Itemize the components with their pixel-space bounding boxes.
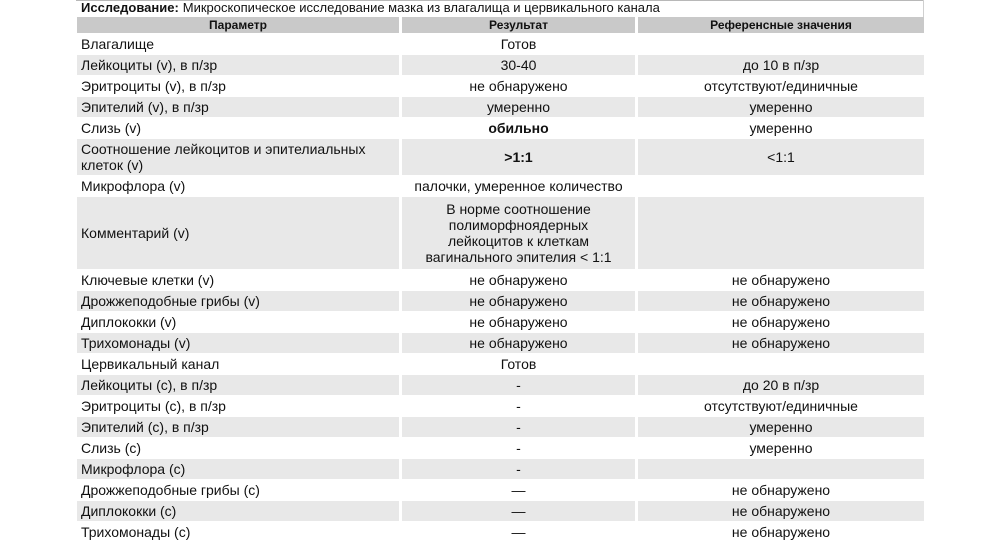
parameter-text: Соотношение лейкоцитов и эпителиальных клеток (v) (81, 141, 366, 173)
table-row (77, 290, 924, 311)
cell-parameter (77, 521, 402, 542)
table-row (77, 96, 924, 117)
parameter-text: Лейкоциты (v), в п/зр (81, 57, 218, 73)
cell-reference (638, 290, 924, 311)
cell-reference (638, 416, 924, 437)
frame-border (923, 0, 924, 17)
parameter-text: Комментарий (v) (81, 225, 190, 241)
cell-result (402, 353, 638, 374)
cell-reference (638, 374, 924, 395)
reference-text: не обнаружено (731, 314, 831, 330)
cell-parameter (77, 290, 402, 311)
parameter-text: Цервикальный канал (81, 356, 220, 372)
parameter-text: Слизь (c) (81, 440, 142, 456)
parameter-text: Трихомонады (v) (81, 335, 191, 351)
cell-reference (638, 196, 924, 269)
cell-parameter (77, 500, 402, 521)
parameter-text: Влагалище (81, 36, 155, 52)
cell-parameter (77, 332, 402, 353)
table-body (77, 33, 924, 542)
cell-parameter (77, 395, 402, 416)
result-text: не обнаружено (469, 78, 568, 94)
table-row (77, 196, 924, 269)
result-text: - (516, 377, 521, 393)
reference-text: не обнаружено (731, 503, 831, 519)
parameter-text: Микрофлора (c) (81, 461, 186, 477)
cell-parameter (77, 269, 402, 290)
cell-reference (638, 479, 924, 500)
parameter-text: Эритроциты (c), в п/зр (81, 398, 226, 414)
cell-parameter (77, 437, 402, 458)
cell-reference (638, 521, 924, 542)
table-header-row (77, 17, 924, 33)
cell-reference (638, 332, 924, 353)
cell-reference (638, 175, 924, 196)
table-row (77, 311, 924, 332)
cell-parameter (77, 416, 402, 437)
table-row (77, 175, 924, 196)
result-text: — (511, 482, 526, 498)
result-text: В норме соотношение полиморфноядерных лейкоцитов к клеткам вагинального эпителия < 1:1 (425, 201, 612, 265)
cell-result (402, 437, 638, 458)
cell-reference (638, 54, 924, 75)
cell-result (402, 395, 638, 416)
cell-result (402, 521, 638, 542)
reference-text: отсутствуют/единичные (704, 78, 858, 94)
result-text: - (516, 461, 521, 477)
reference-text: до 10 в п/зр (742, 57, 820, 73)
cell-parameter (77, 75, 402, 96)
cell-result (402, 96, 638, 117)
result-text: не обнаружено (469, 293, 568, 309)
result-text: Готов (500, 356, 537, 372)
parameter-text: Диплококки (c) (81, 503, 177, 519)
reference-text: умеренно (749, 99, 813, 115)
cell-parameter (77, 353, 402, 374)
table-row (77, 395, 924, 416)
parameter-text: Ключевые клетки (v) (81, 272, 215, 288)
cell-parameter (77, 138, 402, 175)
cell-parameter (77, 458, 402, 479)
cell-reference (638, 458, 924, 479)
cell-result (402, 138, 638, 175)
cell-result (402, 458, 638, 479)
cell-reference (638, 311, 924, 332)
table-row (77, 138, 924, 175)
table-row (77, 332, 924, 353)
cell-result (402, 290, 638, 311)
reference-text: умеренно (749, 440, 813, 456)
cell-parameter (77, 479, 402, 500)
research-label: Исследование: (81, 0, 179, 15)
cell-reference (638, 75, 924, 96)
table-row (77, 33, 924, 54)
reference-text: не обнаружено (731, 335, 831, 351)
result-text: - (516, 419, 521, 435)
table-row (77, 117, 924, 138)
parameter-text: Дрожжеподобные грибы (v) (81, 293, 260, 309)
cell-reference (638, 33, 924, 54)
result-text: - (516, 440, 521, 456)
result-text: не обнаружено (469, 314, 568, 330)
reference-text: не обнаружено (731, 293, 831, 309)
cell-parameter (77, 33, 402, 54)
cell-reference (638, 117, 924, 138)
header-parameter: Параметр (77, 17, 402, 33)
cell-result (402, 500, 638, 521)
reference-text: отсутствуют/единичные (704, 398, 858, 414)
cell-parameter (77, 311, 402, 332)
cell-result (402, 269, 638, 290)
table-row (77, 269, 924, 290)
cell-reference (638, 269, 924, 290)
table-row (77, 479, 924, 500)
cell-reference (638, 437, 924, 458)
result-text: палочки, умеренное количество (414, 178, 623, 194)
table-row (77, 437, 924, 458)
header-result: Результат (402, 17, 638, 33)
header-reference: Референсные значения (638, 17, 924, 33)
cell-result (402, 416, 638, 437)
result-text: Готов (500, 36, 537, 52)
result-text: - (516, 398, 521, 414)
table-row (77, 458, 924, 479)
cell-result (402, 117, 638, 138)
cell-result (402, 479, 638, 500)
parameter-text: Эпителий (v), в п/зр (81, 99, 209, 115)
cell-result (402, 33, 638, 54)
reference-text: не обнаружено (731, 482, 831, 498)
parameter-text: Микрофлора (v) (81, 178, 186, 194)
cell-result (402, 75, 638, 96)
reference-text: умеренно (749, 120, 813, 136)
cell-result (402, 332, 638, 353)
cell-parameter (77, 117, 402, 138)
cell-result (402, 196, 638, 269)
cell-reference (638, 96, 924, 117)
result-text: не обнаружено (469, 272, 568, 288)
reference-text: до 20 в п/зр (742, 377, 820, 393)
cell-result (402, 54, 638, 75)
table-row (77, 521, 924, 542)
result-text: — (511, 524, 526, 540)
parameter-text: Эритроциты (v), в п/зр (81, 78, 226, 94)
result-text: 30-40 (500, 57, 537, 73)
table-row (77, 500, 924, 521)
reference-text: не обнаружено (731, 272, 831, 288)
table-row (77, 374, 924, 395)
cell-reference (638, 500, 924, 521)
result-text: умеренно (486, 99, 551, 115)
cell-result (402, 311, 638, 332)
reference-text: <1:1 (767, 149, 795, 165)
results-table (77, 17, 924, 542)
cell-parameter (77, 96, 402, 117)
research-value: Микроскопическое исследование мазка из влагалища и цервикального канала (182, 0, 660, 15)
parameter-text: Диплококки (v) (81, 314, 177, 330)
parameter-text: Эпителий (c), в п/зр (81, 419, 209, 435)
result-text: не обнаружено (469, 335, 568, 351)
result-text: обильно (488, 120, 549, 136)
cell-result (402, 374, 638, 395)
cell-parameter (77, 54, 402, 75)
parameter-text: Трихомонады (c) (81, 524, 191, 540)
reference-text: не обнаружено (731, 524, 831, 540)
table-row (77, 54, 924, 75)
research-title (81, 0, 660, 16)
cell-parameter (77, 175, 402, 196)
parameter-text: Слизь (v) (81, 120, 142, 136)
table-row (77, 416, 924, 437)
reference-text: умеренно (749, 419, 813, 435)
cell-reference (638, 138, 924, 175)
parameter-text: Лейкоциты (c), в п/зр (81, 377, 218, 393)
cell-reference (638, 353, 924, 374)
cell-parameter (77, 374, 402, 395)
cell-result (402, 175, 638, 196)
cell-parameter (77, 196, 402, 269)
parameter-text: Дрожжеподобные грибы (c) (81, 482, 260, 498)
cell-reference (638, 395, 924, 416)
result-text: — (511, 503, 526, 519)
table-row (77, 75, 924, 96)
result-text: >1:1 (504, 149, 533, 165)
table-row (77, 353, 924, 374)
